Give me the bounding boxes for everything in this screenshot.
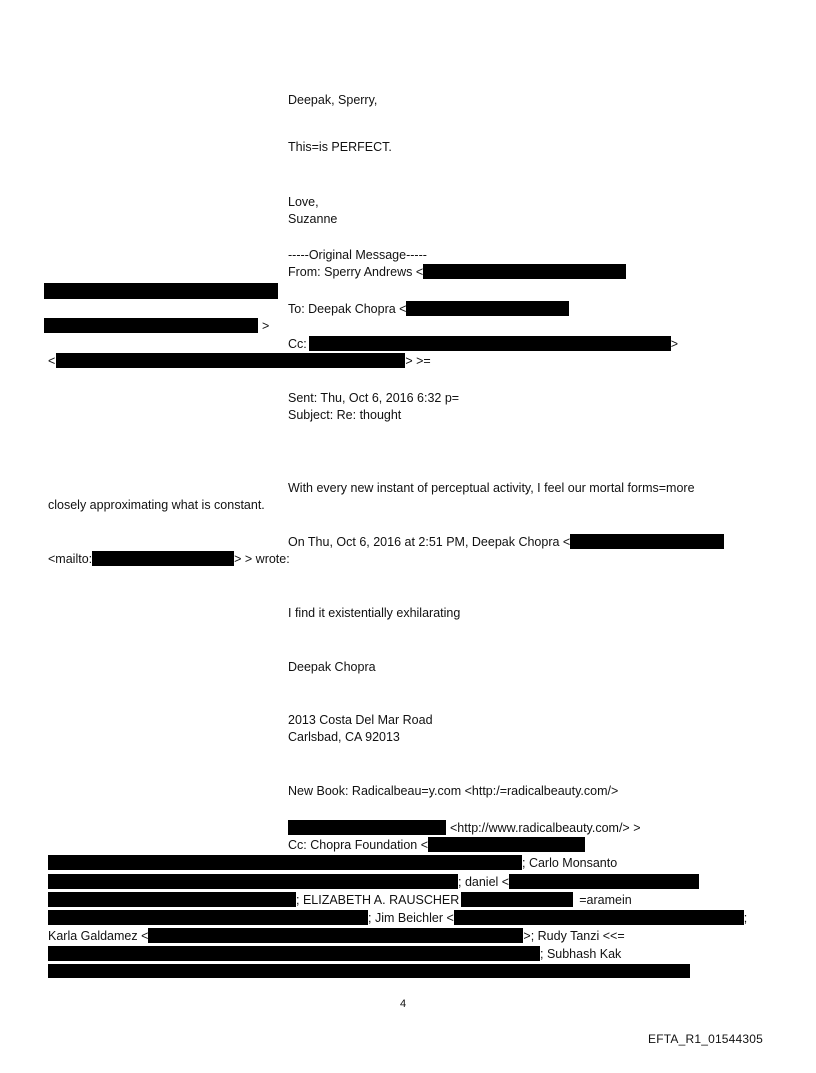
new-book-line: New Book: Radicalbeau=y.com <http:/=radicalbeauty.com/> <box>288 784 619 798</box>
cc-line <box>288 336 678 353</box>
karla-text: Karla Galdamez < <box>48 929 149 943</box>
subhash-line <box>48 946 621 963</box>
cc-foundation-line <box>288 837 585 854</box>
daniel-text: ; daniel < <box>458 875 510 889</box>
cc-foundation-label: Cc: Chopra Foundation < <box>288 838 429 852</box>
to-line-cont <box>44 318 269 335</box>
original-message-marker: -----Original Message----- <box>288 248 427 262</box>
aramein-text: =aramein <box>579 893 632 907</box>
redaction-box <box>48 874 458 889</box>
beichler-text: ; Jim Beichler < <box>368 911 454 925</box>
carlo-line <box>48 855 617 872</box>
redaction-box <box>48 946 540 961</box>
redaction-box <box>92 551 234 566</box>
link-text: <http://www.radicalbeauty.com/> > <box>450 821 641 835</box>
redaction-box <box>309 336 671 351</box>
message-body: This=is PERFECT. <box>288 140 392 154</box>
rauscher-text: ; ELIZABETH A. RAUSCHER <box>296 893 460 907</box>
salutation: Deepak, Sperry, <box>288 93 378 107</box>
redaction-box <box>44 283 278 299</box>
address-line-1: 2013 Costa Del Mar Road <box>288 713 433 727</box>
cc2-end: > >= <box>405 354 431 368</box>
redaction-box <box>428 837 585 852</box>
redaction-box <box>48 964 690 978</box>
page-number: 4 <box>400 998 407 1010</box>
rauscher-line <box>48 892 632 909</box>
quote-header-text: On Thu, Oct 6, 2016 at 2:51 PM, Deepak Chopra < <box>288 535 571 549</box>
redaction-box <box>48 855 522 870</box>
redaction-box <box>56 353 405 368</box>
signature-name: Suzanne <box>288 212 338 226</box>
cc-label: Cc: <box>288 337 307 351</box>
from-line <box>288 264 626 281</box>
document-id-footer: EFTA_R1_01544305 <box>648 1032 764 1046</box>
quote-body: I find it existentially exhilarating <box>288 606 461 620</box>
mailto-line <box>48 551 290 568</box>
closing: Love, <box>288 195 319 209</box>
cc2-start: < <box>48 354 56 368</box>
redaction-box <box>509 874 699 889</box>
daniel-line <box>48 874 699 891</box>
redaction-box <box>48 910 368 925</box>
sent-line: Sent: Thu, Oct 6, 2016 6:32 p= <box>288 391 460 405</box>
beichler-line <box>48 910 747 927</box>
karla-line <box>48 928 625 945</box>
redaction-box <box>148 928 523 943</box>
reply-line-2: closely approximating what is constant. <box>48 498 265 512</box>
beichler-semicolon: ; <box>743 911 748 925</box>
link-line <box>288 820 641 837</box>
to-line <box>288 301 569 318</box>
redaction-box <box>423 264 626 279</box>
redaction-box <box>48 892 296 907</box>
from-label: From: Sperry Andrews < <box>288 265 424 279</box>
redaction-box <box>454 910 744 925</box>
quote-name: Deepak Chopra <box>288 660 376 674</box>
carlo-text: ; Carlo Monsanto <box>522 856 618 870</box>
to-end: > <box>262 319 270 333</box>
cc-end: > <box>670 337 679 351</box>
reply-line-1: With every new instant of perceptual activity, I feel our mortal forms=more <box>288 481 695 495</box>
rudy-text: >; Rudy Tanzi <<= <box>523 929 625 943</box>
mailto-end: > > wrote: <box>234 552 290 566</box>
subhash-text: ; Subhash Kak <box>540 947 622 961</box>
redaction-box <box>570 534 724 549</box>
address-line-2: Carlsbad, CA 92013 <box>288 730 400 744</box>
redaction-box <box>406 301 569 316</box>
cc-line-cont <box>48 353 431 370</box>
subject-line: Subject: Re: thought <box>288 408 402 422</box>
redaction-box <box>288 820 446 835</box>
quote-header <box>288 534 724 551</box>
to-label: To: Deepak Chopra < <box>288 302 407 316</box>
redaction-box <box>44 318 258 333</box>
redaction-box <box>461 892 573 907</box>
mailto-start: <mailto: <box>48 552 93 566</box>
